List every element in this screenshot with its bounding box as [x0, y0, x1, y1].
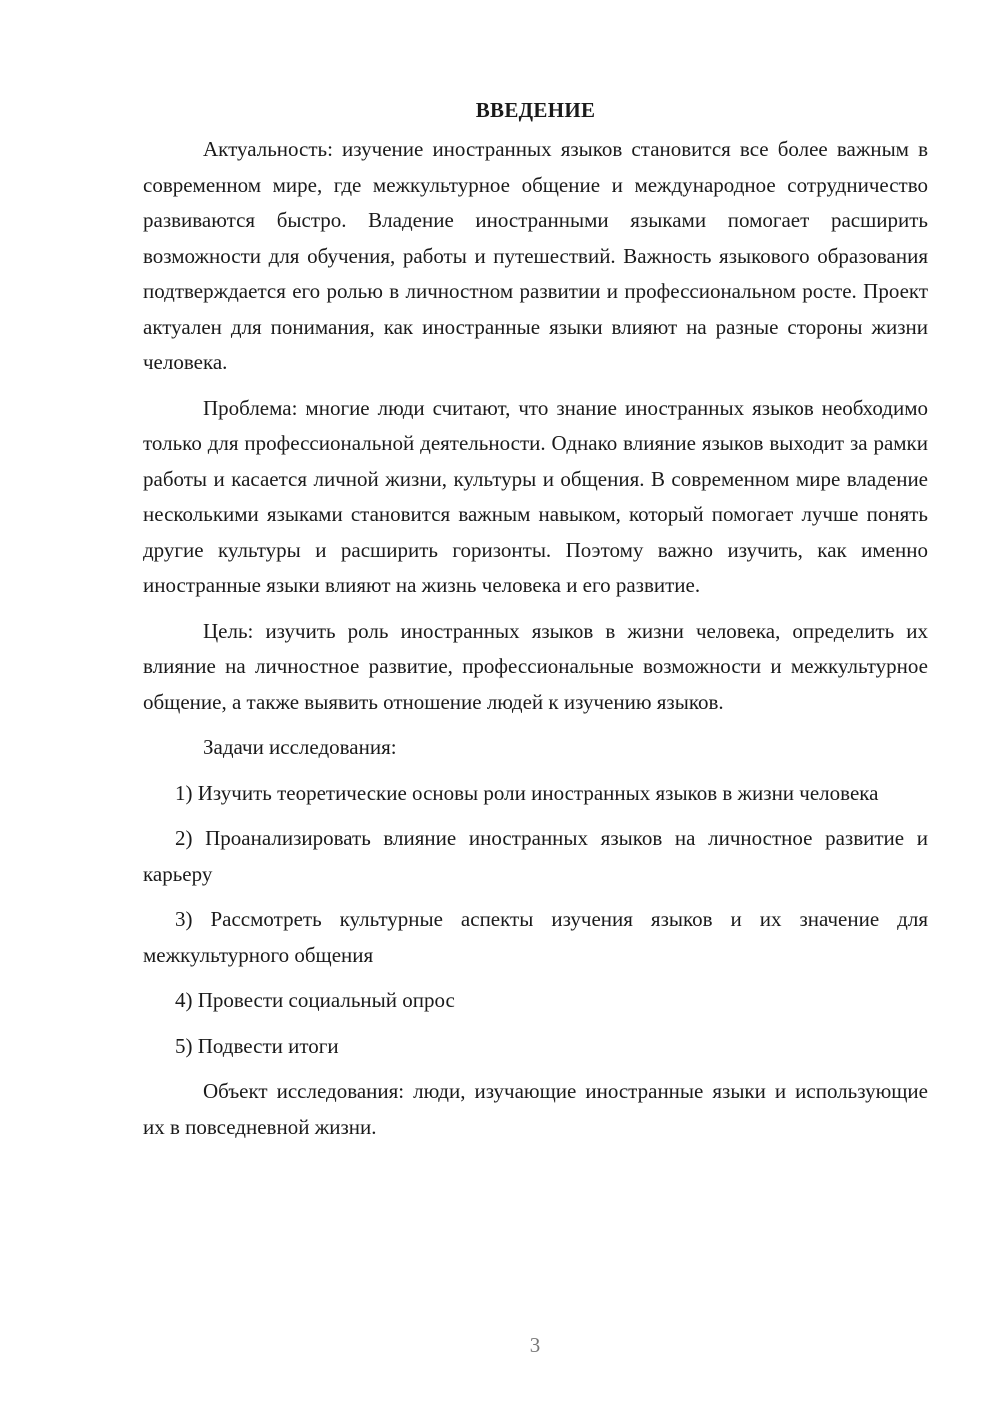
problem-paragraph: Проблема: многие люди считают, что знание иностранных языков необходимо только для профессиональной деятельности. Однако влияние языков выходит за рамки работы и касается личной жизни, культуры и общения. В современном мире владение несколькими языками становится важным навыком, который помогает лучше понять другие культуры и расширить горизонты. Поэтому важно изучить, как именно иностранные языки влияют на жизнь человека и его развитие.	[143, 395, 928, 597]
document-page	[143, 92, 928, 1155]
goal-paragraph: Цель: изучить роль иностранных языков в жизни человека, определить их влияние на личностное развитие, профессиональные возможности и межкультурное общение, а также выявить отношение людей к изучению языков.	[143, 618, 928, 714]
relevance-paragraph: Актуальность: изучение иностранных языков становится все более важным в современном мире, где межкультурное общение и международное сотрудничество развиваются быстро. Владение иностранными языками помогает расширить возможности для обучения, работы и путешествий. Важность языкового образования подтверждается его ролью в личностном развитии и профессиональном росте. Проект актуален для понимания, как иностранные языки влияют на разные стороны жизни человека.	[143, 137, 928, 374]
task-item: 5) Подвести итоги	[175, 1033, 339, 1058]
task-item: 2) Проанализировать влияние иностранных языков на личностное развитие и карьеру	[143, 826, 928, 886]
task-item: 1) Изучить теоретические основы роли иностранных языков в жизни человека	[175, 780, 879, 805]
section-heading: ВВЕДЕНИЕ	[475, 98, 596, 122]
task-item: 4) Провести социальный опрос	[175, 988, 455, 1012]
task-item: 3) Рассмотреть культурные аспекты изучения языков и их значение для межкультурного общения	[143, 907, 928, 967]
object-paragraph: Объект исследования: люди, изучающие иностранные языки и использующие их в повседневной жизни.	[143, 1079, 928, 1139]
page-number: 3	[529, 1333, 541, 1357]
tasks-title: Задачи исследования:	[203, 735, 397, 759]
